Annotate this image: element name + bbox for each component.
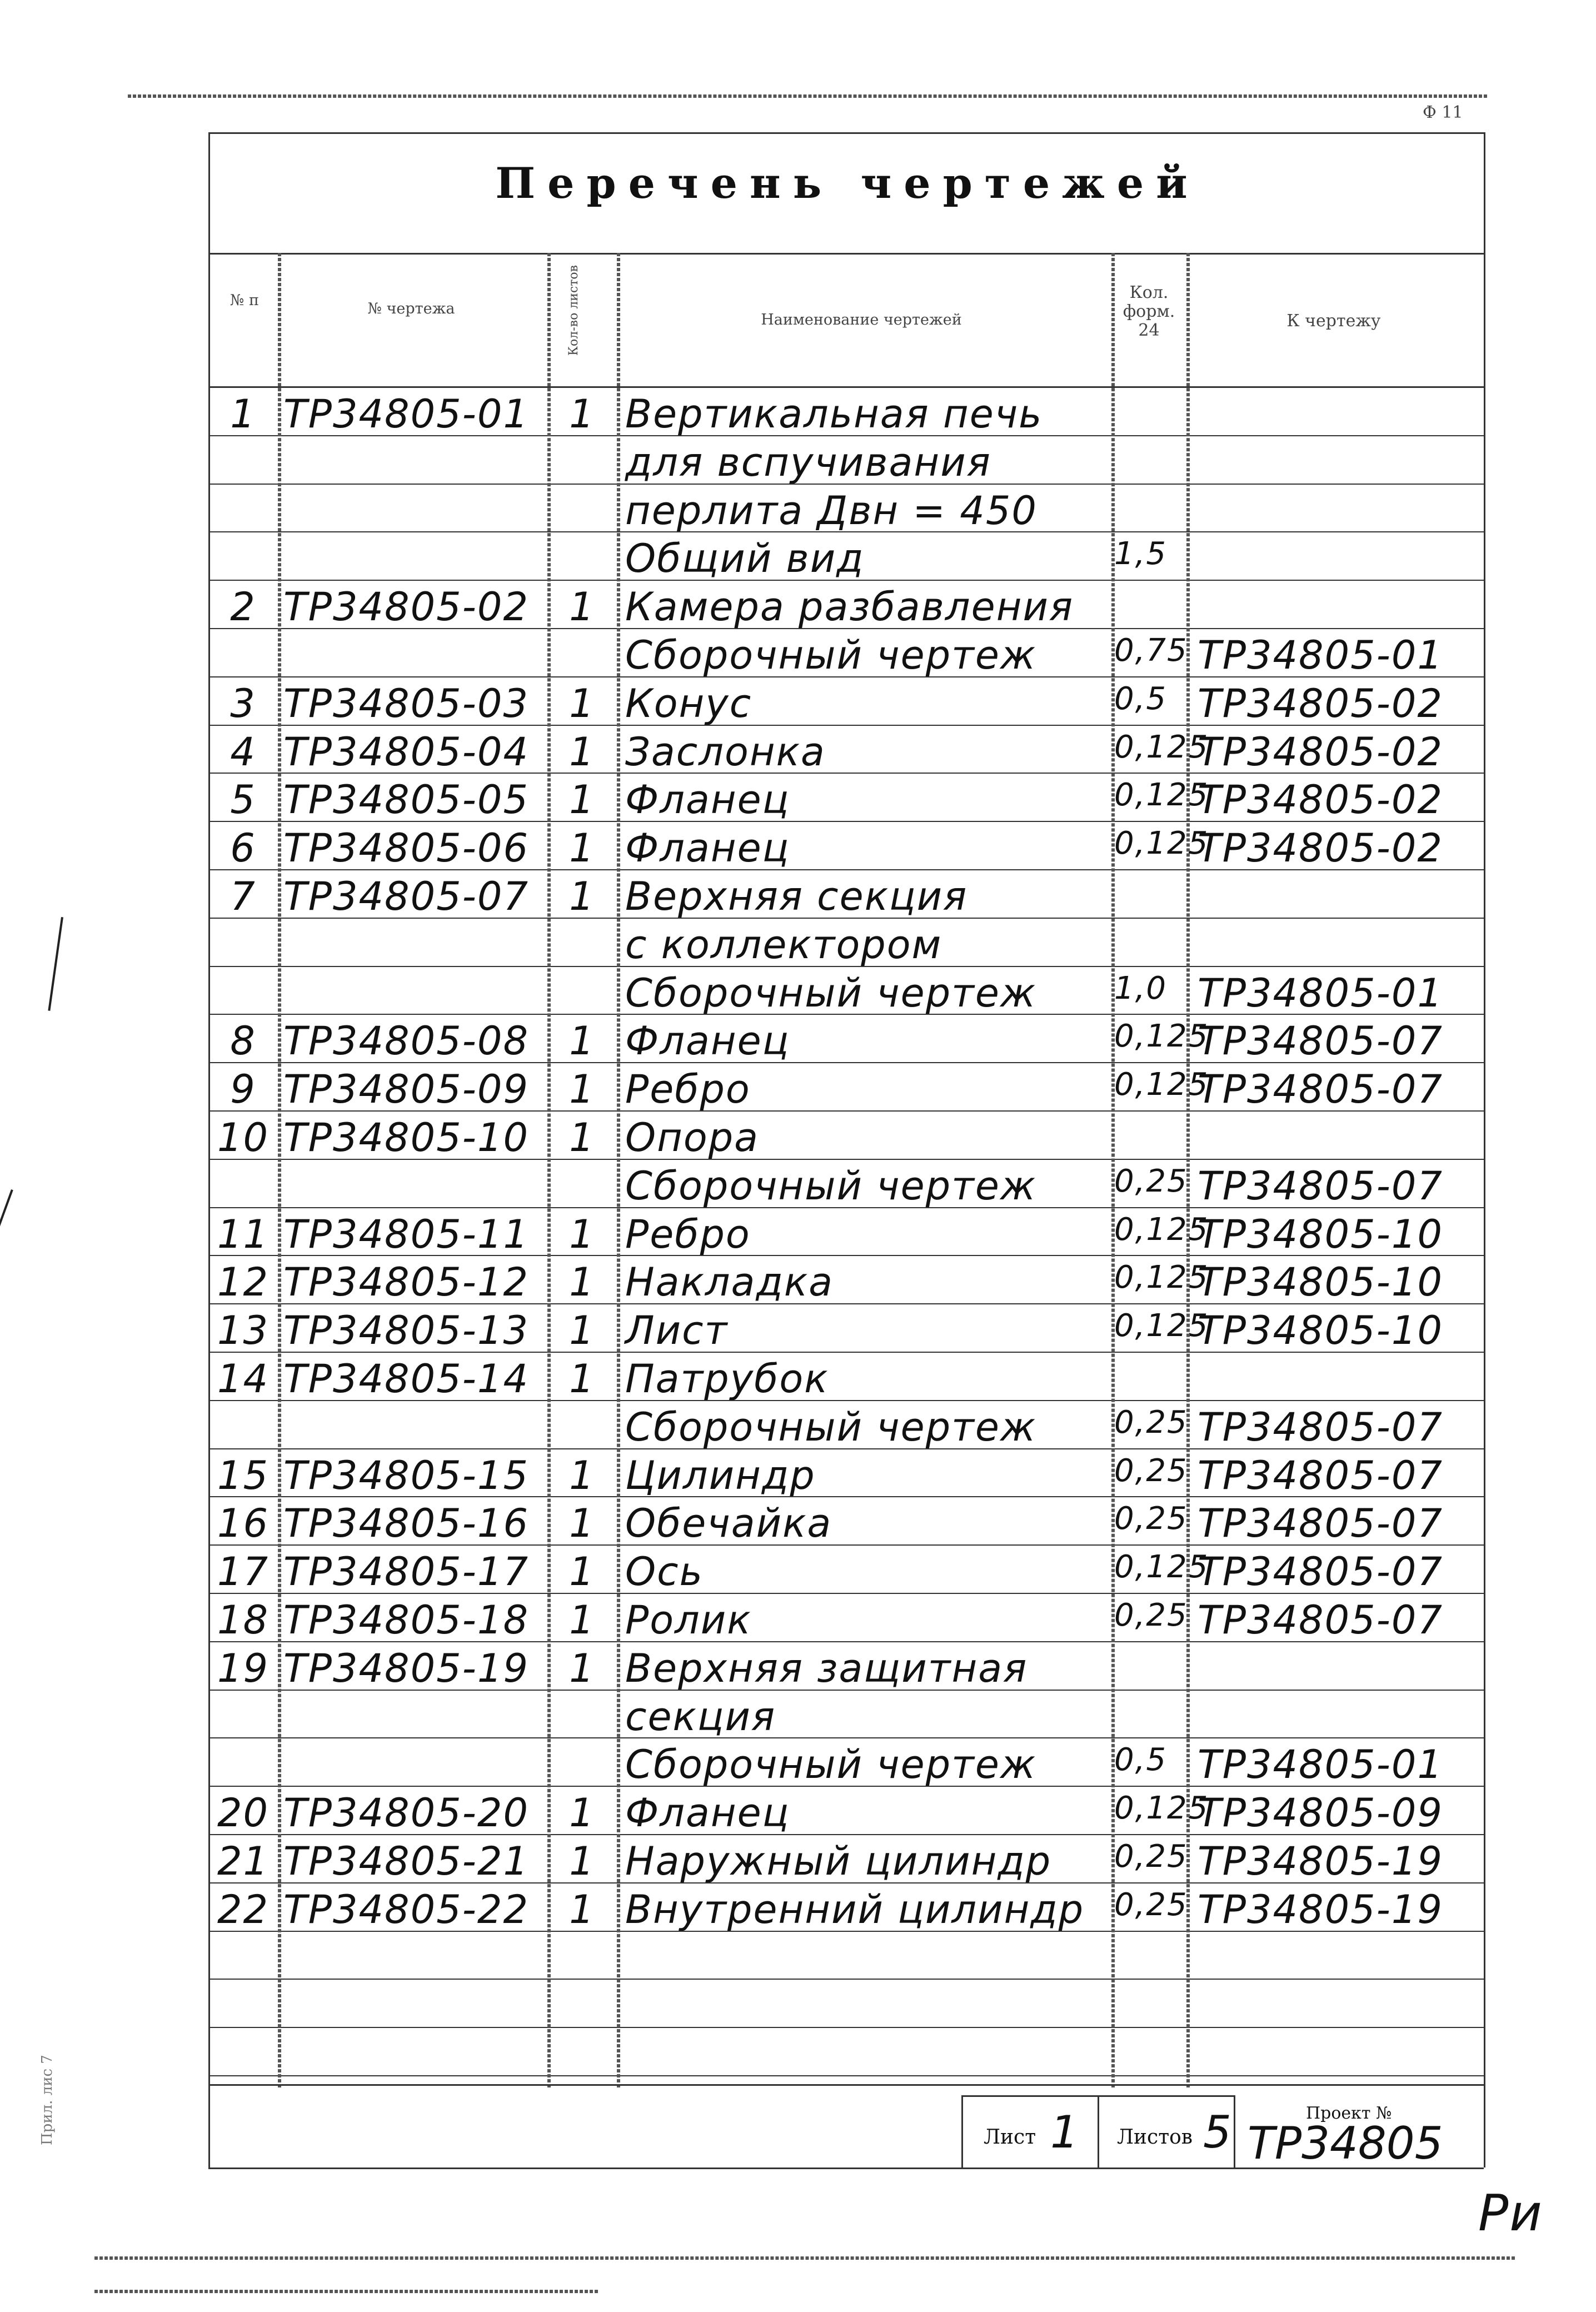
row-format-count: 1,0 [1114,970,1168,1006]
row-reference: ТР34805-07 [1198,1163,1443,1209]
row-rule [208,484,1484,485]
row-rule [208,1352,1484,1353]
row-reference: ТР34805-01 [1198,970,1443,1016]
row-rule [208,1448,1484,1449]
row-drawing-name: Фланец [625,825,790,871]
row-reference: ТР34805-10 [1198,1259,1443,1306]
row-rule [208,531,1484,532]
row-format-count: 0,25 [1114,1886,1188,1923]
row-sheet-count: 1 [569,1259,595,1306]
row-drawing-name: Сборочный чертеж [625,632,1037,678]
row-sheet-count: 1 [569,729,595,775]
row-format-count: 0,5 [1114,680,1168,717]
row-rule [208,1786,1484,1787]
row-rule [208,1062,1484,1063]
row-drawing-code: ТР34805-05 [283,777,529,823]
row-number: 8 [230,1018,256,1064]
row-format-count: 0,75 [1114,632,1188,669]
row-rule [208,966,1484,967]
row-rule [208,1110,1484,1112]
row-drawing-name: Ролик [625,1597,752,1643]
row-reference: ТР34805-07 [1198,1501,1443,1547]
row-drawing-code: ТР34805-08 [283,1018,529,1064]
row-format-count: 0,25 [1114,1501,1188,1537]
row-format-count: 0,125 [1114,1308,1209,1344]
column-divider [1111,253,1115,2087]
row-number: 11 [217,1211,270,1257]
row-drawing-code: ТР34805-17 [283,1549,529,1595]
row-sheet-count: 1 [569,1115,595,1160]
row-drawing-name: перлита Двн = 450 [625,487,1038,534]
row-sheet-count: 1 [569,584,595,630]
header-col-no: № п [230,292,260,309]
row-number: 12 [217,1259,270,1306]
header-col-ref: К чертежу [1286,311,1381,331]
row-drawing-name: Накладка [625,1259,834,1306]
row-number: 17 [217,1549,270,1595]
project-value: ТР34805 [1248,2117,1443,2169]
row-reference: ТР34805-09 [1198,1790,1443,1836]
sheets-label: Листов [1117,2126,1193,2149]
row-drawing-code: ТР34805-03 [283,680,529,726]
row-drawing-code: ТР34805-01 [283,391,529,437]
row-drawing-code: ТР34805-04 [283,729,529,775]
row-rule [208,1303,1484,1304]
row-drawing-name: Цилиндр [625,1452,816,1498]
row-number: 10 [217,1115,270,1160]
row-sheet-count: 1 [569,1356,595,1402]
sheet-value: 1 [1050,2106,1079,2158]
row-rule [208,1159,1484,1160]
row-reference: ТР34805-07 [1198,1018,1443,1064]
row-drawing-name: Фланец [625,1790,790,1836]
side-note: Прил. лис 7 [39,2055,56,2145]
row-drawing-code: ТР34805-10 [283,1115,529,1160]
row-rule [208,1255,1484,1256]
row-format-count: 0,125 [1114,729,1209,765]
row-drawing-name: Наружный цилиндр [625,1838,1052,1884]
row-reference: ТР34805-10 [1198,1211,1443,1257]
row-format-count: 0,25 [1114,1838,1188,1875]
margin-pen-mark-2 [0,1189,13,1258]
row-drawing-name: Конус [625,680,752,726]
column-divider [278,253,281,2087]
header-col-name: Наименование чертежей [761,311,962,328]
header-col-drawing-no: № чертежа [367,300,455,317]
row-reference: ТР34805-02 [1198,825,1443,871]
row-sheet-count: 1 [569,1645,595,1691]
row-drawing-code: ТР34805-19 [283,1645,529,1691]
row-rule [208,1207,1484,1208]
row-rule [208,628,1484,629]
row-reference: ТР34805-01 [1198,632,1443,678]
row-drawing-name: Фланец [625,777,790,823]
row-drawing-name: Сборочный чертеж [625,1742,1037,1788]
row-drawing-code: ТР34805-20 [283,1790,529,1836]
row-number: 22 [217,1886,270,1932]
row-drawing-name: с коллектором [625,921,942,968]
row-drawing-name: Внутренний цилиндр [625,1886,1085,1932]
row-number: 20 [217,1790,270,1836]
row-number: 21 [217,1838,270,1884]
row-reference: ТР34805-07 [1198,1597,1443,1643]
stamp-left [961,2095,963,2168]
row-drawing-name: Ось [625,1549,704,1595]
row-rule [208,676,1484,677]
row-drawing-name: для вспучивания [625,439,991,485]
row-format-count: 0,125 [1114,825,1209,862]
row-drawing-name: Опора [625,1115,760,1160]
row-sheet-count: 1 [569,1549,595,1595]
row-drawing-code: ТР34805-12 [283,1259,529,1306]
project-label: Проект № [1306,2104,1392,2123]
row-drawing-name: Верхняя защитная [625,1645,1028,1691]
row-rule [208,1544,1484,1546]
stamp-divider [208,2084,1484,2086]
row-sheet-count: 1 [569,1886,595,1932]
row-rule [208,1593,1484,1594]
row-format-count: 0,125 [1114,777,1209,814]
row-reference: ТР34805-19 [1198,1838,1443,1884]
margin-pen-mark [48,917,63,1011]
row-number: 1 [230,391,256,437]
frame-right [1484,132,1485,2168]
row-format-count: 1,5 [1114,536,1168,572]
row-number: 4 [230,729,256,775]
column-divider [547,253,551,2087]
row-drawing-code: ТР34805-14 [283,1356,529,1402]
title-divider [208,253,1484,255]
row-sheet-count: 1 [569,777,595,823]
row-format-count: 0,125 [1114,1067,1209,1103]
row-sheet-count: 1 [569,874,595,919]
row-sheet-count: 1 [569,1501,595,1547]
row-number: 15 [217,1452,270,1498]
row-drawing-code: ТР34805-16 [283,1501,529,1547]
page-title: Перечень чертежей [495,158,1200,208]
row-drawing-name: Вертикальная печь [625,391,1043,437]
row-number: 6 [230,825,256,871]
row-drawing-code: ТР34805-15 [283,1452,529,1498]
row-number: 7 [230,874,256,919]
row-drawing-name: Камера разбавления [625,584,1074,630]
sheets-value: 5 [1203,2106,1231,2158]
row-rule [208,1400,1484,1401]
row-number: 16 [217,1501,270,1547]
row-rule [208,1882,1484,1884]
row-rule [208,1931,1484,1932]
row-drawing-name: Ребро [625,1211,751,1257]
empty-row-rule [208,1979,1484,1980]
row-format-count: 0,125 [1114,1259,1209,1296]
row-reference: ТР34805-02 [1198,777,1443,823]
row-drawing-name: Сборочный чертеж [625,1163,1037,1209]
row-drawing-name: секция [625,1693,776,1740]
column-divider [1186,253,1190,2087]
row-drawing-name: Заслонка [625,729,826,775]
row-rule [208,580,1484,581]
empty-row-rule [208,2027,1484,2028]
form-code: Ф 11 [1423,103,1463,122]
row-drawing-code: ТР34805-11 [283,1211,529,1257]
row-sheet-count: 1 [569,825,595,871]
frame-top [208,132,1484,134]
row-number: 9 [230,1067,256,1113]
row-format-count: 0,25 [1114,1452,1188,1489]
row-drawing-name: Верхняя секция [625,874,968,919]
row-rule [208,1641,1484,1642]
row-drawing-name: Сборочный чертеж [625,1404,1037,1450]
row-drawing-code: ТР34805-22 [283,1886,529,1932]
row-sheet-count: 1 [569,391,595,437]
row-drawing-name: Ребро [625,1067,751,1113]
row-number: 14 [217,1356,270,1402]
row-drawing-name: Лист [625,1308,729,1354]
column-divider [617,253,620,2087]
row-number: 19 [217,1645,270,1691]
row-reference: ТР34805-01 [1198,1742,1443,1788]
row-number: 2 [230,584,256,630]
stamp-mid-1 [1098,2095,1099,2168]
row-rule [208,918,1484,919]
row-drawing-code: ТР34805-21 [283,1838,529,1884]
row-drawing-name: Общий вид [625,536,865,582]
row-sheet-count: 1 [569,1308,595,1354]
row-rule [208,725,1484,726]
row-drawing-name: Патрубок [625,1356,829,1402]
row-reference: ТР34805-19 [1198,1886,1443,1932]
row-sheet-count: 1 [569,1790,595,1836]
sheet-bottom-edge-2 [94,2290,598,2293]
row-rule [208,435,1484,436]
row-rule [208,1737,1484,1738]
row-reference: ТР34805-02 [1198,729,1443,775]
row-reference: ТР34805-07 [1198,1067,1443,1113]
sheet-bottom-edge [94,2256,1515,2260]
row-drawing-code: ТР34805-13 [283,1308,529,1354]
row-number: 5 [230,777,256,823]
row-format-count: 0,5 [1114,1742,1168,1778]
row-format-count: 0,125 [1114,1790,1209,1827]
row-sheet-count: 1 [569,1452,595,1498]
sheet-label: Лист [984,2126,1036,2149]
row-drawing-code: ТР34805-06 [283,825,529,871]
row-rule [208,1014,1484,1015]
row-number: 13 [217,1308,270,1354]
row-drawing-code: ТР34805-09 [283,1067,529,1113]
row-drawing-name: Сборочный чертеж [625,970,1037,1016]
sheet-top-edge [128,94,1487,98]
row-rule [208,821,1484,822]
row-drawing-name: Обечайка [625,1501,832,1547]
row-sheet-count: 1 [569,1211,595,1257]
row-number: 18 [217,1597,270,1643]
row-sheet-count: 1 [569,1018,595,1064]
row-format-count: 0,125 [1114,1549,1209,1586]
row-number: 3 [230,680,256,726]
row-drawing-code: ТР34805-18 [283,1597,529,1643]
row-format-count: 0,25 [1114,1163,1188,1199]
row-sheet-count: 1 [569,1067,595,1113]
row-sheet-count: 1 [569,1597,595,1643]
row-rule [208,1834,1484,1835]
header-col-sheets: Кол-во листов [567,265,581,356]
row-format-count: 0,125 [1114,1018,1209,1055]
row-reference: ТР34805-07 [1198,1404,1443,1450]
row-drawing-code: ТР34805-07 [283,874,529,919]
signature: Ри [1478,2184,1543,2243]
row-rule [208,1496,1484,1497]
row-rule [208,869,1484,870]
row-reference: ТР34805-10 [1198,1308,1443,1354]
row-format-count: 0,25 [1114,1597,1188,1633]
row-drawing-code: ТР34805-02 [283,584,529,630]
header-col-format: Кол. форм. 24 [1123,283,1175,340]
row-drawing-name: Фланец [625,1018,790,1064]
row-format-count: 0,25 [1114,1404,1188,1441]
stamp-mid-2 [1234,2095,1235,2168]
row-format-count: 0,125 [1114,1211,1209,1248]
empty-row-rule [208,2075,1484,2076]
row-reference: ТР34805-07 [1198,1549,1443,1595]
row-rule [208,773,1484,774]
stamp-top [961,2095,1234,2097]
row-rule [208,1690,1484,1691]
header-divider [208,386,1484,388]
row-sheet-count: 1 [569,1838,595,1884]
row-reference: ТР34805-02 [1198,680,1443,726]
row-sheet-count: 1 [569,680,595,726]
row-reference: ТР34805-07 [1198,1452,1443,1498]
